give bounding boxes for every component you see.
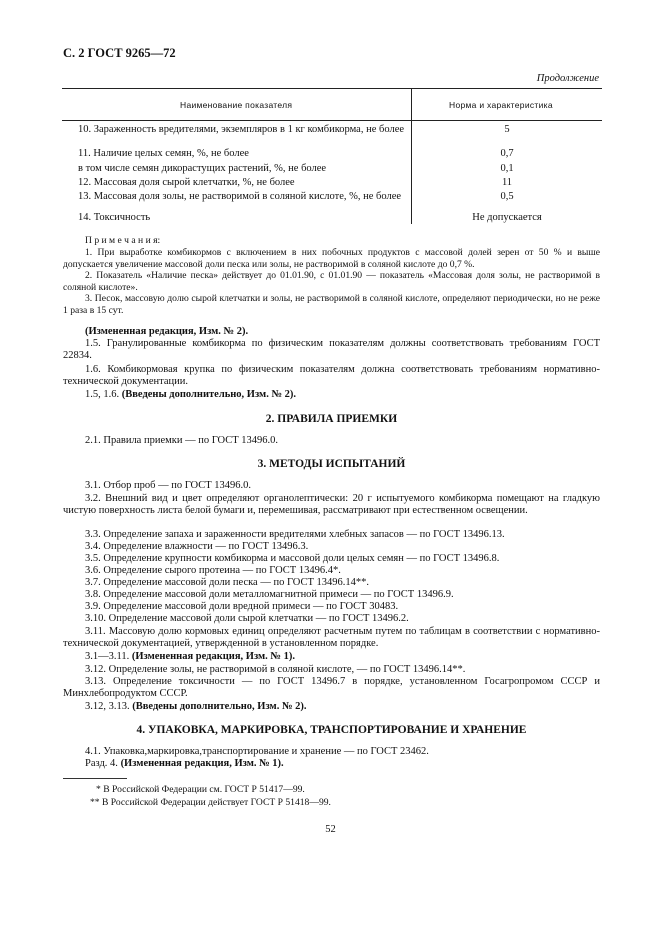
section-title-2: 2. ПРАВИЛА ПРИЕМКИ [265,413,398,425]
clause-2-1: 2.1. Правила приемки — по ГОСТ 13496.0. [85,435,279,446]
note-3: 3. Песок, массовую долю сырой клетчатки и золы, не растворимой в соляной кислоте, определяют периодически, но не реже 1 раза в 15 сут. [63,293,600,316]
section-title-4: 4. УПАКОВКА, МАРКИРОВКА, ТРАНСПОРТИРОВАНИЕ И ХРАНЕНИЕ [136,724,527,736]
table-row-value: 0,7 [500,148,514,159]
amendment-prefix: Разд. 4. [85,758,118,769]
amendment-bold: (Введены дополнительно, Изм. № 2). [121,389,296,400]
table-header-rule [62,120,602,121]
table-row-name: 12. Массовая доля сырой клетчатки, %, не более [78,177,295,188]
table-header-name: Наименование показателя [180,100,293,110]
clause-3-13: 3.13. Определение токсичности — по ГОСТ 13496.7 в порядке, установленном Госагропромом СССР и Минхлебопродуктом СССР. [63,676,600,699]
page-number: 52 [325,824,336,835]
clause-3-9: 3.9. Определение массовой доли вредной примеси — по ГОСТ 30483. [85,601,399,612]
table-row-value: 0,5 [500,191,514,202]
amendment-prefix: 3.1—3.11. [85,651,130,662]
notes-title: П р и м е ч а н и я: [85,235,161,246]
footnote-rule [63,778,127,779]
table-row-value: 5 [504,124,510,135]
amendment-bold: (Измененная редакция, Изм. № 2). [85,326,249,337]
table-row-name: 10. Зараженность вредителями, экземпляров в 1 кг комбикорма, не более [78,124,405,135]
note-1: 1. При выработке комбикормов с включением в них побочных продуктов с массовой долей зерен от 50 % и выше допускается увеличение массовой доли песка или золы, не растворимой в соляной кислоте до 0,7 %. [63,247,600,270]
clause-3-2: 3.2. Внешний вид и цвет определяют органолептически: 20 г испытуемого комбикорма помещают на гладкую чистую поверхность листа белой бумаги и, перемешивая, рассматривают при естественном освещении. [63,493,600,516]
clause-1-6: 1.6. Комбикормовая крупка по физическим показателям должна соответствовать требованиям нормативно-технической документации. [63,364,600,387]
clause-3-7: 3.7. Определение массовой доли песка — по ГОСТ 13496.14**. [85,577,370,588]
clause-3-4: 3.4. Определение влажности — по ГОСТ 13496.3. [85,541,309,552]
clause-3-8: 3.8. Определение массовой доли металломагнитной примеси — по ГОСТ 13496.9. [85,589,454,600]
clause-3-11: 3.11. Массовую долю кормовых единиц определяют расчетным путем по таблицам в соответствии с нормативно-технической документацией, утвержденной в установленном порядке. [63,626,600,649]
note-2: 2. Показатель «Наличие песка» действует до 01.01.90, с 01.01.90 — показатель «Массовая доля золы, не растворимой в соляной кислоте». [63,270,600,293]
amendment-note [63,701,600,713]
amendment-bold: (Измененная редакция, Изм. № 1). [131,651,295,662]
clause-3-10: 3.10. Определение массовой доли сырой клетчатки — по ГОСТ 13496.2. [85,613,409,624]
table-row-value: 11 [501,177,513,188]
clause-3-6: 3.6. Определение сырого протеина — по ГОСТ 13496.4*. [85,565,341,576]
clause-4-1: 4.1. Упаковка,маркировка,транспортирование и хранение — по ГОСТ 23462. [85,746,429,757]
amendment-prefix: 3.12, 3.13. [85,701,130,712]
amendment-bold: (Измененная редакция, Изм. № 1). [120,758,284,769]
amendment-prefix: 1.5, 1.6. [85,389,120,400]
table-header-value: Норма и характеристика [449,100,553,110]
clause-3-3: 3.3. Определение запаха и зараженности вредителями хлебных запасов — по ГОСТ 13496.13. [85,529,505,540]
table-row-value: 0,1 [500,163,514,174]
amendment-note [63,758,600,770]
table-row-name: 13. Массовая доля золы, не растворимой в соляной кислоте, %, не более [78,191,402,202]
clause-3-5: 3.5. Определение крупности комбикорма и массовой доли целых семян — по ГОСТ 13496.8. [85,553,500,564]
continuation-label: Продолжение [536,73,599,84]
page-header: С. 2 ГОСТ 9265—72 [63,46,176,60]
table-row-name: 14. Токсичность [78,212,151,223]
table-top-rule [62,88,602,89]
table-row-name: в том числе семян дикорастущих растений, %, не более [78,163,327,174]
table-row-value: Не допускается [472,212,542,223]
clause-3-12: 3.12. Определение золы, не растворимой в соляной кислоте, — по ГОСТ 13496.14**. [85,664,466,675]
amendment-note [63,651,600,663]
amendment-note [63,389,600,401]
amendment-bold: (Введены дополнительно, Изм. № 2). [132,701,307,712]
clause-3-1: 3.1. Отбор проб — по ГОСТ 13496.0. [85,480,252,491]
footnote-2: ** В Российской Федерации действует ГОСТ Р 51418—99. [90,797,331,808]
footnote-1: * В Российской Федерации см. ГОСТ Р 51417—99. [96,784,305,795]
amendment-note [63,326,600,338]
clause-1-5: 1.5. Гранулированные комбикорма по физическим показателям должны соответствовать требованиям ГОСТ 22834. [63,338,600,361]
section-title-3: 3. МЕТОДЫ ИСПЫТАНИЙ [257,458,406,470]
table-row-name: 11. Наличие целых семян, %, не более [78,148,249,159]
